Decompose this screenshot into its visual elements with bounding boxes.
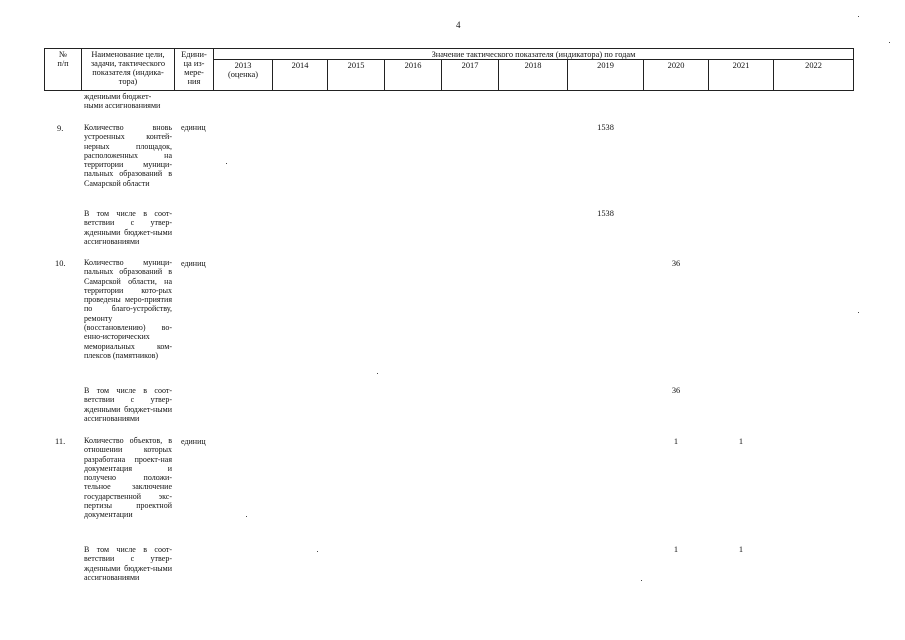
scan-speck xyxy=(858,16,859,17)
row-subtotal-value-2021: 1 xyxy=(738,545,744,554)
header-top-border xyxy=(44,48,854,49)
row-value-2021: 1 xyxy=(738,437,744,446)
header-year: 2017 xyxy=(461,61,479,70)
row-indicator-name: Количество вновь устроенных контей-нерных площадок, расположенных на территории муници-пальных образований в Самарской области xyxy=(84,123,172,188)
row-number: 10. xyxy=(55,259,66,268)
header-unit: Едини- ца из- мере- ния xyxy=(181,50,207,86)
scan-speck xyxy=(641,580,642,581)
header-year: 2021 xyxy=(732,61,750,70)
header-year: 2014 xyxy=(291,61,309,70)
row-indicator-name: Количество муници-пальных образований в Самарской области, на территории кото-рых проведены меро-приятия по благо-устройству, ремонту (восстановлению) во-енно-исторических мемориальных ком-плексов (памятников) xyxy=(84,258,172,360)
header-year: 2019 xyxy=(597,61,614,70)
header-bottom-border xyxy=(44,90,854,91)
row-subtotal-value-2020: 36 xyxy=(671,386,681,395)
page-number: 4 xyxy=(456,20,461,30)
header-group-title: Значение тактического показателя (индикатора) по годам xyxy=(431,50,636,59)
header-year: 2016 xyxy=(404,61,422,70)
header-year: 2020 xyxy=(667,61,685,70)
header-right-border xyxy=(853,48,854,90)
row-value-2020: 36 xyxy=(671,259,681,268)
row-unit: единиц xyxy=(181,123,206,132)
row-unit: единиц xyxy=(181,259,206,268)
scan-speck xyxy=(889,42,890,43)
scan-speck xyxy=(226,163,227,164)
row-number: 11. xyxy=(55,437,66,446)
header-group-divider xyxy=(213,59,854,60)
scan-speck xyxy=(317,551,318,552)
row-subtotal-name: В том числе в соот-ветствии с утвер-жденными бюджет-ными ассигнованиями xyxy=(84,545,172,582)
row-value-2020: 1 xyxy=(673,437,679,446)
header-year: 2015 xyxy=(347,61,365,70)
row-subtotal-value-2020: 1 xyxy=(673,545,679,554)
header-year: 2022 xyxy=(805,61,822,70)
row-unit: единиц xyxy=(181,437,206,446)
header-year: 2018 xyxy=(524,61,542,70)
header-name: Наименование цели, задачи, тактического показателя (индика- тора) xyxy=(90,50,166,86)
scan-speck xyxy=(246,516,247,517)
row-value-2019: 1538 xyxy=(597,123,614,132)
row-subtotal-name: В том числе в соот-ветствии с утвер-жденными бюджет-ными ассигнованиями xyxy=(84,386,172,423)
scan-speck xyxy=(377,373,378,374)
row-number: 9. xyxy=(57,124,64,133)
row-subtotal-value-2019: 1538 xyxy=(597,209,614,218)
row-indicator-name: Количество объектов, в отношении которых разработана проект-ная документация и получено положи-тельное заключение государственной экс-пертизы проектной документации xyxy=(84,436,172,520)
continued-row-name: ждениыми бюджет- ными ассигнованиями xyxy=(84,92,161,111)
header-year: 2013 (оценка) xyxy=(227,61,259,79)
scan-speck xyxy=(858,312,859,313)
header-num: № п/п xyxy=(57,50,69,68)
row-subtotal-name: В том числе в соот-ветствии с утвер-жденными бюджет-ными ассигнованиями xyxy=(84,209,172,246)
